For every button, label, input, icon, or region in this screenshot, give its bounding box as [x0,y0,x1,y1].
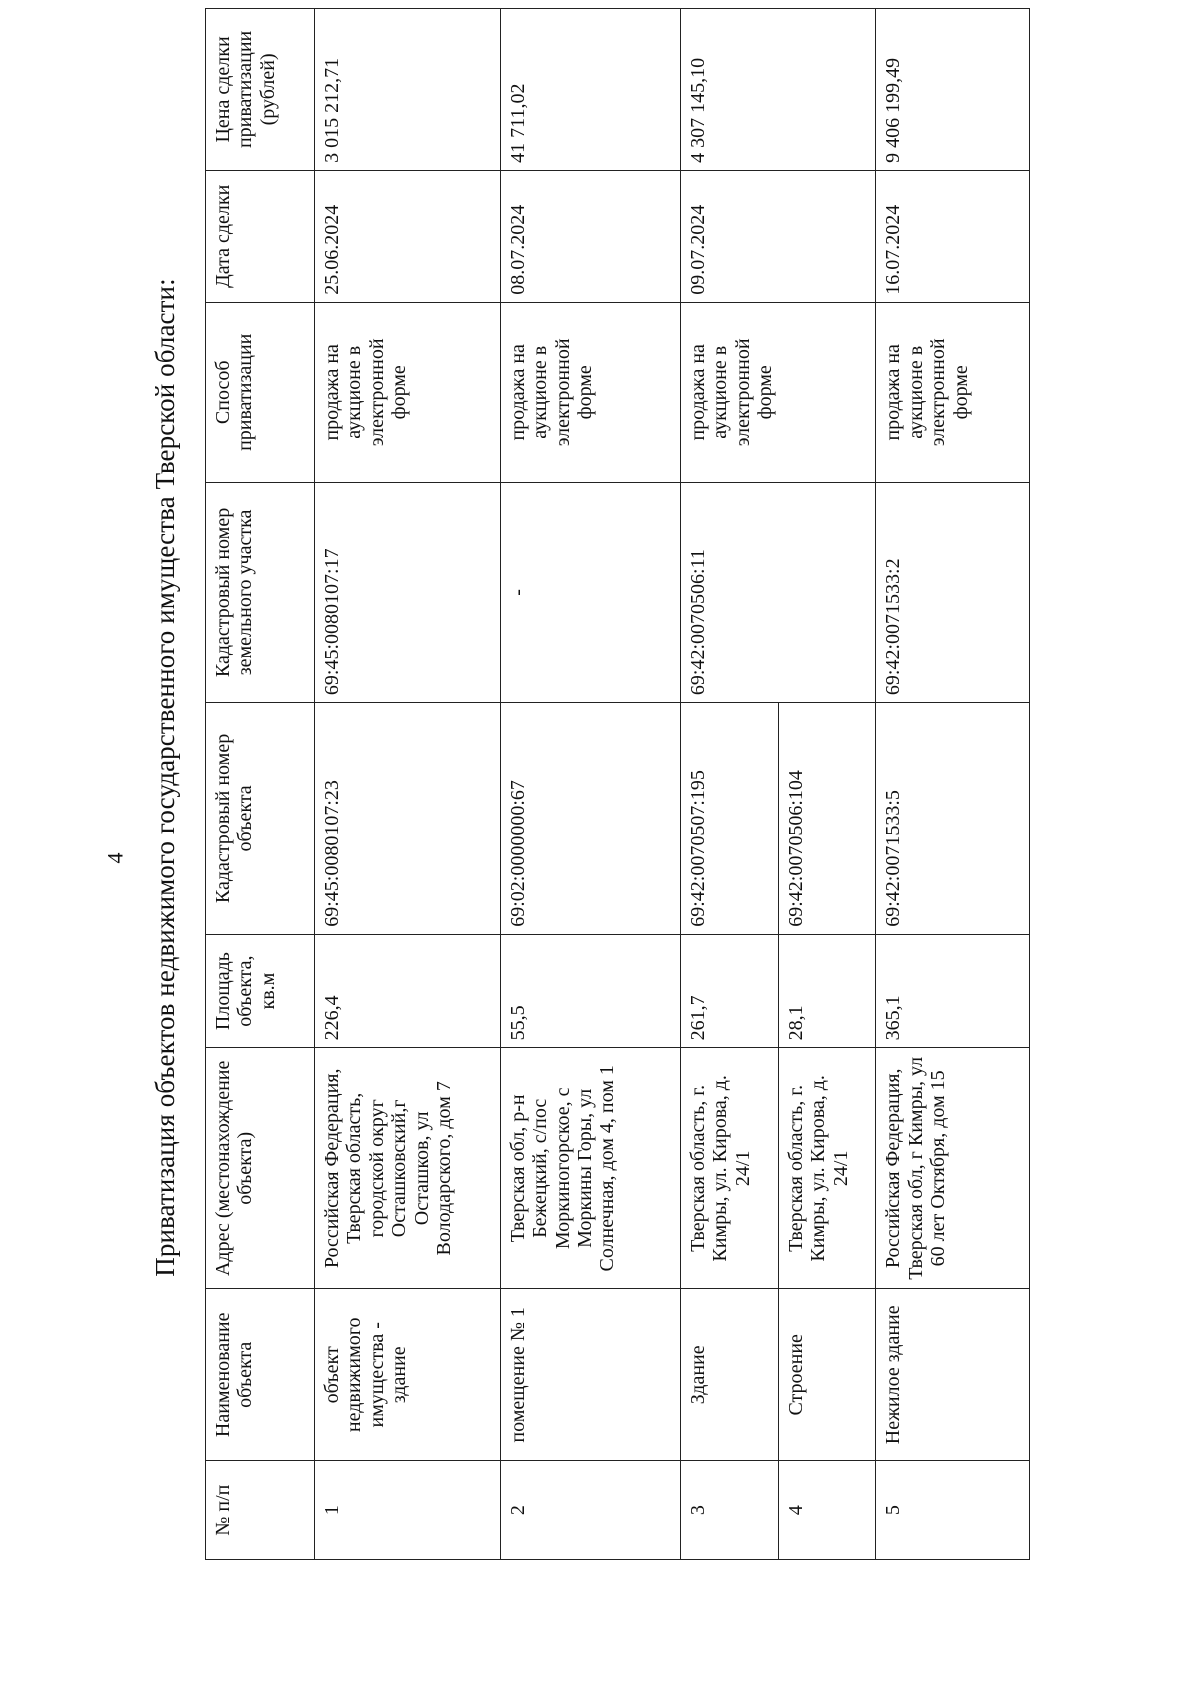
cell-address: Российская Федерация, Тверская обл, г Кимры, ул 60 лет Октября, дом 15 [876,1048,1030,1289]
header-area: Площадь объекта, кв.м [206,934,315,1048]
cell-cadastral: 69:42:0070506:104 [778,703,876,935]
cell-area: 55,5 [500,934,680,1048]
cell-land-cadastral: 69:42:0070506:11 [681,482,876,702]
header-date: Дата сделки [206,170,315,302]
cell-name: помещение № 1 [500,1289,680,1461]
cell-address: Тверская область, г. Кимры, ул. Кирова, д. 24/1 [778,1048,876,1289]
cell-land-cadastral: 69:45:0080107:17 [315,482,501,702]
cell-cadastral: 69:02:0000000:67 [500,703,680,935]
cell-price: 4 307 145,10 [681,9,876,171]
cell-date: 09.07.2024 [681,170,876,302]
cell-method: продажа на аукционе в электронной форме [315,302,501,482]
page-number: 4 [102,852,128,864]
document-title: Приватизация объектов недвижимого государственного имущества Тверской области: [150,278,180,1277]
table-row [876,9,1030,1560]
header-row [206,9,315,1560]
cell-address: Тверская обл, р-н Бежецкий, с/пос Моркиногорское, с Моркины Горы, ул Солнечная, дом 4, пом 1 [500,1048,680,1289]
cell-name: Строение [778,1289,876,1461]
header-cadastral: Кадастровый номер объекта [206,703,315,935]
header-price: Цена сделки приватизации (рублей) [206,9,315,171]
cell-date: 16.07.2024 [876,170,1030,302]
cell-area: 226,4 [315,934,501,1048]
cell-land-cadastral: - [500,482,680,702]
cell-price: 9 406 199,49 [876,9,1030,171]
cell-address: Тверская область, г. Кимры, ул. Кирова, д. 24/1 [681,1048,779,1289]
header-address: Адрес (местонахождение объекта) [206,1048,315,1289]
cell-price: 3 015 212,71 [315,9,501,171]
cell-num: 4 [778,1461,876,1560]
header-land-cadastral: Кадастровый номер земельного участка [206,482,315,702]
table-row [681,9,779,1560]
cell-name: Нежилое здание [876,1289,1030,1461]
header-num: № п/п [206,1461,315,1560]
cell-cadastral: 69:42:0070507:195 [681,703,779,935]
cell-area: 365,1 [876,934,1030,1048]
cell-date: 25.06.2024 [315,170,501,302]
header-name: Наименование объекта [206,1289,315,1461]
cell-name: Здание [681,1289,779,1461]
privatization-table [205,8,1030,1560]
cell-num: 2 [500,1461,680,1560]
rotated-landscape-page [150,0,1200,1560]
cell-num: 1 [315,1461,501,1560]
table-row [315,9,501,1560]
cell-land-cadastral: 69:42:0071533:2 [876,482,1030,702]
cell-cadastral: 69:45:0080107:23 [315,703,501,935]
cell-method: продажа на аукционе в электронной форме [876,302,1030,482]
cell-area: 28,1 [778,934,876,1048]
cell-method: продажа на аукционе в электронной форме [500,302,680,482]
cell-address: Российская Федерация, Тверская область, городской округ Осташковский,г Осташков, ул Володарского, дом 7 [315,1048,501,1289]
cell-num: 3 [681,1461,779,1560]
header-method: Способ приватизации [206,302,315,482]
cell-cadastral: 69:42:0071533:5 [876,703,1030,935]
cell-num: 5 [876,1461,1030,1560]
cell-area: 261,7 [681,934,779,1048]
cell-method: продажа на аукционе в электронной форме [681,302,876,482]
cell-name: объект недвижимого имущества - здание [315,1289,501,1461]
cell-date: 08.07.2024 [500,170,680,302]
table-row [500,9,680,1560]
cell-price: 41 711,02 [500,9,680,171]
